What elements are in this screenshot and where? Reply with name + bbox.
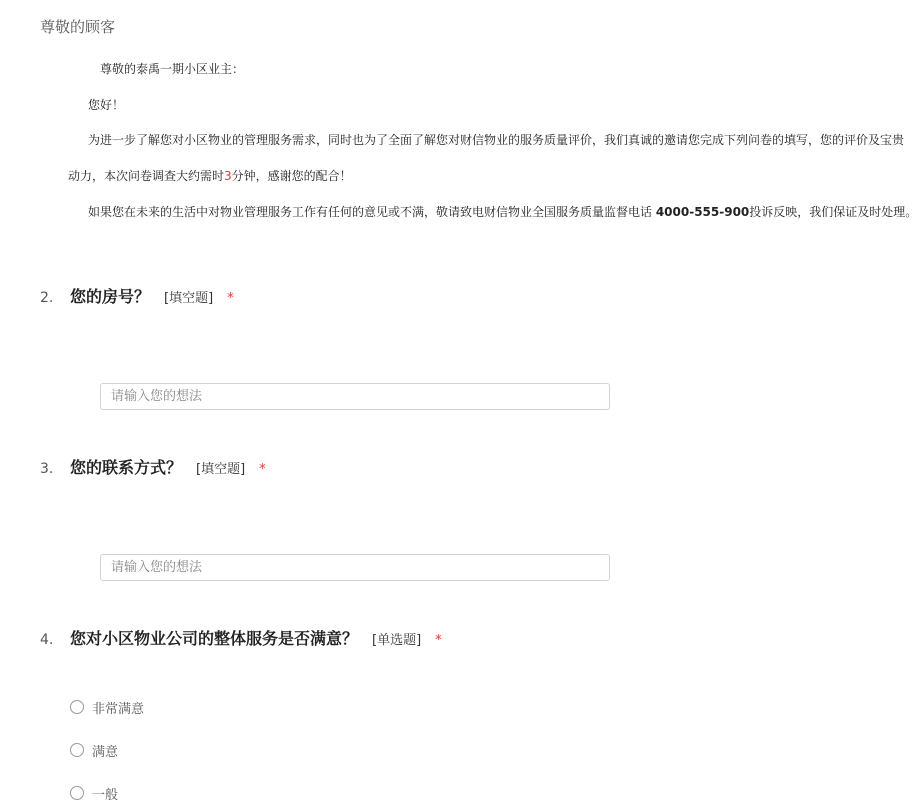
radio-option-very-satisfied[interactable] <box>70 697 144 717</box>
intro-paragraph1-line1: 为进一步了解您对小区物业的管理服务需求，同时也为了全面了解您对财信物业的服务质量评价，我们真诚的邀请您完成下列问卷的填写，您的评价及宝贵 <box>88 133 905 147</box>
question-number: 3. <box>40 461 54 477</box>
question-contact <box>40 455 266 478</box>
radio-button[interactable] <box>70 743 84 757</box>
radio-button[interactable] <box>70 786 84 800</box>
intro-hello: 您好！ <box>88 98 125 112</box>
question-type: [单选题] <box>372 633 422 648</box>
radio-label: 非常满意 <box>92 701 145 717</box>
radio-option-average[interactable] <box>70 783 118 803</box>
contact-input[interactable] <box>100 554 610 581</box>
intro-paragraph2 <box>88 203 917 221</box>
question-room-number <box>40 284 234 307</box>
question-title: 您的联系方式？ <box>70 458 183 477</box>
question-type: [填空题] <box>164 291 214 306</box>
intro-paragraph1-line2 <box>68 167 352 185</box>
question-title: 您对小区物业公司的整体服务是否满意？ <box>70 629 359 648</box>
hotline-number: 4000-555-900 <box>655 205 750 219</box>
required-mark: * <box>435 633 442 648</box>
required-mark: * <box>259 462 266 477</box>
radio-option-satisfied[interactable] <box>70 740 118 760</box>
question-type: [填空题] <box>196 462 246 477</box>
intro-paragraph2-after: 投诉反映，我们保证及时处理。 <box>749 205 917 219</box>
question-satisfaction <box>40 626 442 649</box>
greeting-title: 尊敬的顾客 <box>40 18 116 36</box>
radio-label: 满意 <box>92 744 119 760</box>
intro-paragraph1-line2-after: 分钟，感谢您的配合！ <box>231 169 352 183</box>
required-mark: * <box>227 291 234 306</box>
intro-paragraph1-line2-before: 动力，本次问卷调查大约需时 <box>68 169 225 183</box>
intro-paragraph2-before: 如果您在未来的生活中对物业管理服务工作有任何的意见或不满，敬请致电财信物业全国服务质量监督电话 <box>88 205 656 219</box>
question-title: 您的房号？ <box>70 287 151 306</box>
question-number: 2. <box>40 290 54 306</box>
question-number: 4. <box>40 632 54 648</box>
room-number-input[interactable] <box>100 383 610 410</box>
intro-duration-highlight: 3 <box>224 169 232 183</box>
radio-label: 一般 <box>92 787 119 803</box>
intro-salutation: 尊敬的泰禹一期小区业主： <box>100 62 245 76</box>
radio-button[interactable] <box>70 700 84 714</box>
